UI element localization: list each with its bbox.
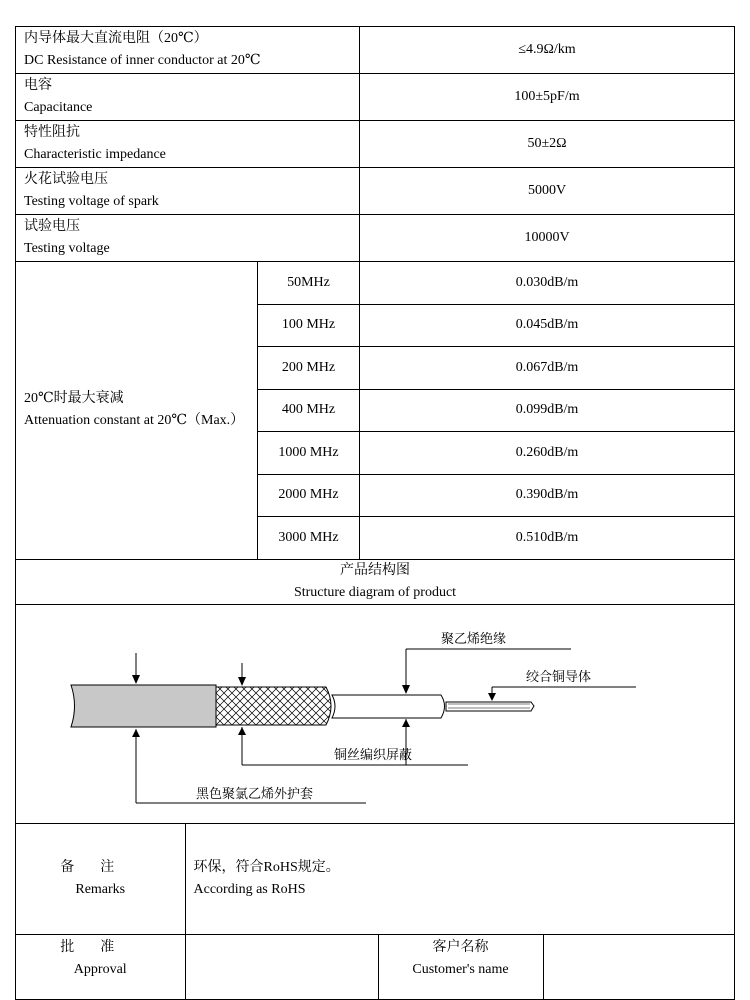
attenuation-row (16, 262, 735, 305)
frequency-cell: 2000 MHz (258, 474, 360, 517)
structure-title-row (16, 559, 735, 604)
property-value: ≤4.9Ω/km (360, 27, 735, 74)
property-row (16, 168, 735, 215)
attenuation-value: 0.510dB/m (360, 517, 735, 560)
property-label (16, 215, 360, 262)
approval-label (16, 935, 185, 999)
customer-name (543, 935, 735, 999)
frequency-cell: 100 MHz (258, 304, 360, 347)
frequency-cell: 1000 MHz (258, 432, 360, 475)
conductor-shape (446, 702, 534, 711)
structure-diagram-row (16, 604, 735, 823)
property-label-zh: 特性阻抗 (24, 125, 80, 140)
property-value: 100±5pF/m (360, 74, 735, 121)
braid-shape (216, 687, 331, 725)
spec-table (15, 26, 735, 1000)
attenuation-label-zh: 20℃时最大衰减 (24, 391, 124, 407)
structure-title-zh: 产品结构图 (340, 562, 410, 578)
remarks-row (16, 823, 735, 934)
cable-diagram (16, 605, 734, 823)
approval-signature (185, 935, 378, 999)
attenuation-value: 0.390dB/m (360, 474, 735, 517)
label-insulation: 聚乙烯绝缘 (441, 631, 507, 647)
property-label-zh: 内导体最大直流电阻（20℃） (24, 31, 208, 46)
structure-diagram-cell (16, 604, 735, 823)
property-label-en: Testing voltage of spark (24, 194, 159, 209)
attenuation-value: 0.067dB/m (360, 347, 735, 390)
remarks-text (185, 824, 735, 934)
attenuation-value: 0.099dB/m (360, 389, 735, 432)
attenuation-value: 0.045dB/m (360, 304, 735, 347)
property-value: 50±2Ω (360, 121, 735, 168)
frequency-cell: 400 MHz (258, 389, 360, 432)
property-value: 5000V (360, 168, 735, 215)
remarks-text-zh: 环保，符合RoHS规定。 (193, 859, 340, 875)
property-label-en: DC Resistance of inner conductor at 20℃ (24, 53, 261, 68)
structure-title-en: Structure diagram of product (293, 584, 457, 600)
label-conductor: 绞合铜导体 (526, 669, 592, 685)
property-label-en: Capacitance (24, 100, 93, 115)
remarks-container (16, 823, 735, 934)
property-label (16, 27, 360, 74)
frequency-cell: 3000 MHz (258, 517, 360, 560)
remarks-label-zh: 备注 (60, 859, 141, 875)
property-label (16, 168, 360, 215)
remarks-label-en: Remarks (75, 881, 126, 897)
frequency-cell: 50MHz (258, 262, 360, 305)
property-label (16, 74, 360, 121)
insulation-shape (332, 695, 445, 718)
attenuation-label-en: Attenuation constant at 20℃（Max.） (24, 413, 245, 429)
property-row (16, 215, 735, 262)
customer-label-en: Customer's name (412, 961, 509, 977)
approval-row (16, 934, 735, 999)
property-label-zh: 电容 (24, 78, 52, 93)
structure-title (16, 559, 735, 604)
attenuation-value: 0.030dB/m (360, 262, 735, 305)
label-braid: 铜丝编织屏蔽 (334, 747, 413, 763)
label-jacket: 黑色聚氯乙烯外护套 (196, 786, 314, 802)
jacket-shape (71, 685, 216, 727)
attenuation-value: 0.260dB/m (360, 432, 735, 475)
spec-sheet (15, 26, 734, 986)
property-label-en: Characteristic impedance (24, 147, 166, 162)
property-label (16, 121, 360, 168)
property-row (16, 121, 735, 168)
property-label-en: Testing voltage (24, 241, 110, 256)
customer-label (378, 935, 543, 999)
customer-label-zh: 客户名称 (432, 939, 489, 955)
attenuation-label (16, 262, 258, 560)
property-row (16, 74, 735, 121)
property-label-zh: 试验电压 (24, 219, 80, 234)
remarks-label (16, 824, 185, 934)
property-value: 10000V (360, 215, 735, 262)
property-label-zh: 火花试验电压 (24, 172, 108, 187)
property-row (16, 27, 735, 74)
approval-label-zh: 批准 (60, 939, 141, 955)
approval-label-en: Approval (73, 961, 127, 977)
frequency-cell: 200 MHz (258, 347, 360, 390)
remarks-text-en: According as RoHS (193, 881, 306, 897)
approval-container (16, 934, 735, 999)
